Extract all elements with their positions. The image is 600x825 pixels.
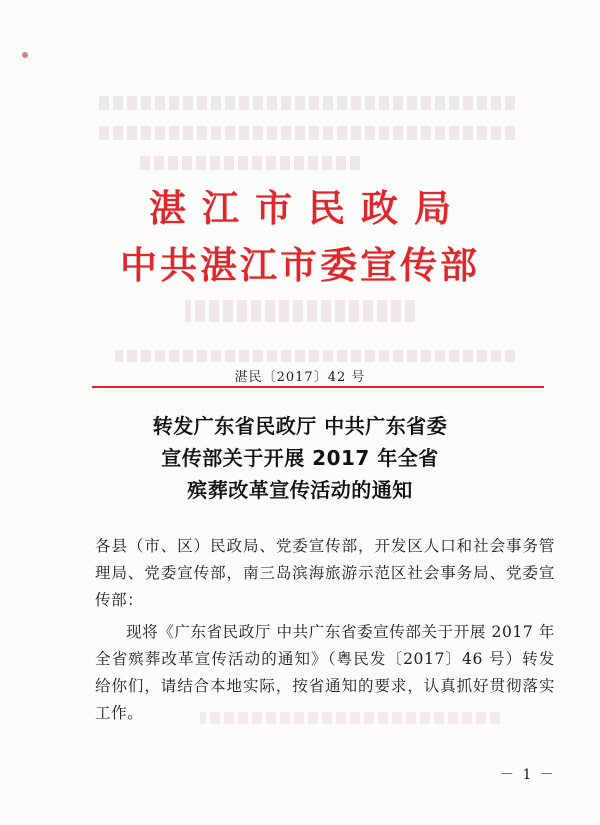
issuer-line-1: 湛江市民政局 <box>149 187 467 230</box>
scan-mark <box>22 52 28 58</box>
issuer-line-2: 中共湛江市委宣传部 <box>120 244 480 287</box>
red-divider <box>92 386 544 388</box>
bleed-through-line <box>95 96 515 110</box>
title-line-2: 宣传部关于开展 2017 年全省 <box>161 446 439 470</box>
title-line-1: 转发广东省民政厅 中共广东省委 <box>152 414 448 438</box>
title-line-3: 殡葬改革宣传活动的通知 <box>187 478 413 502</box>
bleed-through-stamp-area <box>185 300 415 322</box>
document-number: 湛民〔2017〕42 号 <box>234 370 366 385</box>
bleed-through-line <box>95 126 515 140</box>
page-number: － 1 － <box>500 767 556 783</box>
body-paragraph: 现将《广东省民政厅 中共广东省委宣传部关于开展 2017 年全省殡葬改革宣传活动的通知》（粤民发〔2017〕46 号）转发给你们，请结合本地实际，按省通知的要求，认真抓好贯彻落实工作。 <box>95 623 555 722</box>
addressee-paragraph: 各县（市、区）民政局、党委宣传部，开发区人口和社会事务管理局、党委宣传部，南三岛滨海旅游示范区社会事务局、党委宣传部： <box>95 537 555 609</box>
bleed-through-line <box>115 350 515 362</box>
bleed-through-line <box>140 156 360 170</box>
